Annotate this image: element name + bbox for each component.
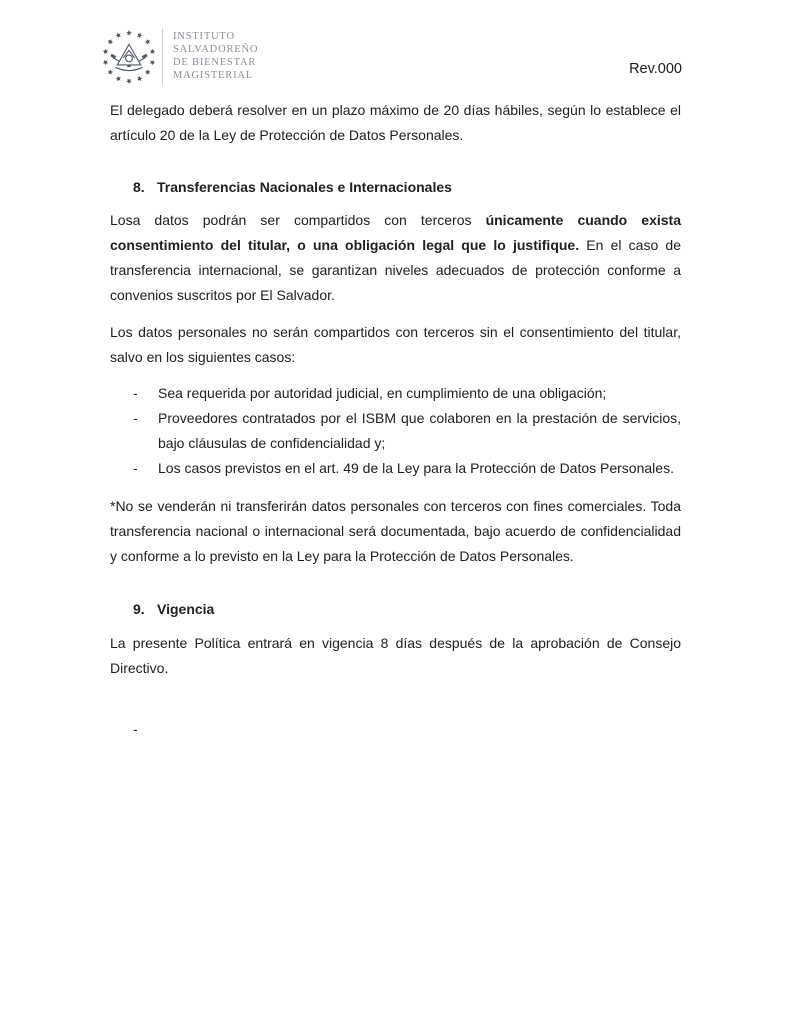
bullet-dash-marker: - — [133, 410, 138, 426]
bullet-dash-marker: - — [133, 385, 138, 401]
document-body — [110, 98, 681, 742]
logo-divider — [162, 29, 163, 85]
list-item-text: Sea requerida por autoridad judicial, en cumplimiento de una obligación; — [158, 385, 607, 401]
section-9-paragraph: La presente Política entrará en vigencia 8 días después de la aprobación de Consejo Directivo. — [110, 635, 681, 676]
coat-of-arms-icon — [99, 26, 159, 88]
section-8-note-paragraph: *No se venderán ni transferirán datos personales con terceros con fines comerciales. Toda transferencia nacional o internacional será documentada, bajo acuerdo de confidencialidad y conforme a lo previsto en la Ley para la Protección de Datos Personales. — [110, 498, 681, 564]
paragraph-text: Losa datos podrán ser compartidos con terceros — [110, 212, 486, 228]
section-8-paragraph-2: Los datos personales no serán compartidos con terceros sin el consentimiento del titular, salvo en los siguientes casos: — [110, 324, 681, 365]
exceptions-list — [110, 381, 681, 481]
section-number: 8. — [133, 179, 145, 195]
org-name-line: INSTITUTO — [173, 31, 235, 43]
bold-emphasis: únicamente cuando exista consentimiento del titular, o una obligación legal que lo justifique. — [110, 212, 682, 253]
list-item-text: Los casos previstos en el art. 49 de la Ley para la Protección de Datos Personales. — [158, 460, 674, 476]
revision-label: Rev.000 — [629, 61, 682, 77]
isbm-logo — [99, 26, 258, 88]
bullet-dash-marker: - — [133, 460, 138, 476]
section-8-paragraph-1 — [110, 208, 681, 308]
org-name-line: MAGISTERIAL — [173, 69, 253, 81]
section-title: Vigencia — [157, 601, 215, 617]
intro-paragraph: El delegado deberá resolver en un plazo máximo de 20 días hábiles, según lo establece el artículo 20 de la Ley de Protección de Datos Personales. — [110, 102, 681, 143]
document-header — [0, 0, 791, 96]
org-name-line: SALVADOREÑO — [173, 44, 259, 56]
trailing-dash: - — [133, 721, 138, 737]
section-9-heading — [110, 597, 681, 622]
paragraph-text: En el caso de transferencia internacional, se garantizan niveles adecuados de protección conforme a convenios suscritos por El Salvador. — [110, 237, 681, 303]
section-title: Transferencias Nacionales e Internacionales — [157, 179, 452, 195]
section-number: 9. — [133, 601, 145, 617]
list-item-text: Proveedores contratados por el ISBM que colaboren en la prestación de servicios, bajo cláusulas de confidencialidad y; — [158, 410, 681, 451]
list-item — [110, 456, 681, 481]
section-8-heading — [110, 175, 681, 200]
org-name — [173, 31, 258, 82]
list-item — [110, 381, 681, 406]
org-name-line: DE BIENESTAR — [173, 57, 257, 68]
list-item — [110, 406, 681, 456]
